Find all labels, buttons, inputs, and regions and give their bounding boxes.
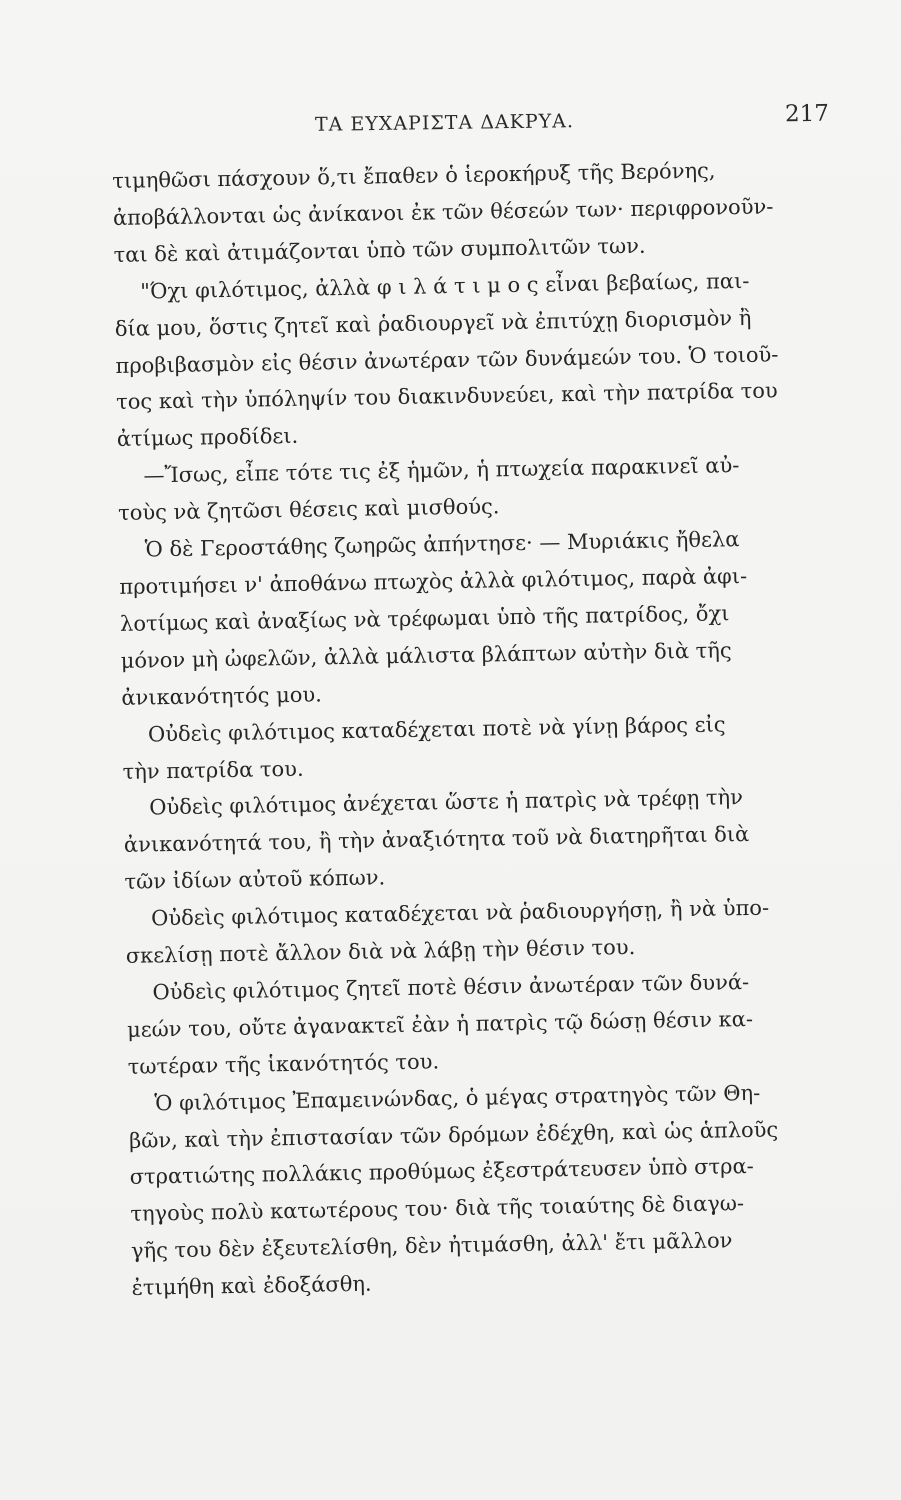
text-line: μόνον μὴ ὠφελῶν, ἀλλὰ μάλιστα βλάπτων αὐτὴν διὰ τῆς — [120, 638, 732, 673]
running-head: ΤΑ ΕΥΧΑΡΙΣΤΑ ΔΑΚΡΥΑ. — [314, 110, 575, 136]
paragraph-start-line: Ὁ φιλότιμος Ἐπαμεινώνδας, ὁ μέγας στρατηγὸς τῶν Θη- — [154, 1080, 761, 1116]
text-line: προτιμήσει ν' ἀποθάνω πτωχὸς ἀλλὰ φιλότιμος, παρὰ ἀφι- — [119, 563, 748, 599]
text-line: στρατιώτης πολλάκις προθύμως ἐξεστράτευσεν ὑπὸ στρα- — [129, 1154, 754, 1190]
text-line: τῶν ἰδίων αὐτοῦ κόπων. — [124, 865, 386, 895]
text-line: βῶν, καὶ τὴν ἐπιστασίαν τῶν δρόμων ἐδέχθη, καὶ ὡς ἁπλοῦς — [128, 1117, 779, 1153]
text-line: γῆς του δὲν ἐξευτελίσθη, δὲν ἠτιμάσθη, ἀλλ' ἔτι μᾶλλον — [130, 1228, 733, 1264]
text-line: ται δὲ καὶ ἀτιμάζονται ὑπὸ τῶν συμπολιτῶν των. — [113, 233, 646, 267]
text-line: δία μου, ὅστις ζητεῖ καὶ ῥαδιουργεῖ νὰ ἐπιτύχῃ διορισμὸν ἢ — [114, 305, 752, 341]
text-line: τος καὶ τὴν ὑπόληψίν του διακινδυνεύει, καὶ τὴν πατρίδα του — [115, 378, 778, 415]
paragraph-start-line: Ὁ δὲ Γεροστάθης ζωηρῶς ἀπήντησε· — Μυριάκις ἤθελα — [144, 527, 740, 562]
paragraph-start-line: Οὐδεὶς φιλότιμος ἀνέχεται ὥστε ἡ πατρὶς νὰ τρέφῃ τὴν — [149, 785, 744, 820]
paragraph-start-line: Οὐδεὶς φιλότιμος καταδέχεται νὰ ῥαδιουργήσῃ, ἢ νὰ ὑπο- — [150, 895, 770, 931]
text-line: ἀποβάλλονται ὡς ἀνίκανοι ἐκ τῶν θέσεών των· περιφρονοῦν- — [112, 194, 774, 230]
paragraph-start-line: —Ἴσως, εἶπε τότε τις ἐξ ἡμῶν, ἡ πτωχεία παρακινεῖ αὐ- — [143, 453, 740, 488]
paragraph-start-line: Οὐδεὶς φιλότιμος ζητεῖ ποτὲ θέσιν ἀνωτέραν τῶν δυνά- — [152, 969, 750, 1005]
text-line: σκελίσῃ ποτὲ ἄλλον διὰ νὰ λάβῃ τὴν θέσιν του. — [125, 935, 636, 968]
text-line: τοὺς νὰ ζητῶσι θέσεις καὶ μισθούς. — [117, 494, 500, 526]
paragraph-start-line: Οὐδεὶς φιλότιμος καταδέχεται ποτὲ νὰ γίνῃ βάρος εἰς — [147, 711, 726, 747]
text-line: ἀτίμως προδίδει. — [116, 424, 299, 452]
text-line: μεών του, οὔτε ἀγανακτεῖ ἐὰν ἡ πατρὶς τῷ δώσῃ θέσιν κα- — [126, 1006, 754, 1042]
paragraph-start-line: "Όχι φιλότιμος, ἀλλὰ φ ι λ ά τ ι μ ο ς εἶναι βεβαίως, παι- — [140, 268, 750, 304]
text-line: ἀνικανότητά του, ἢ τὴν ἀναξιότητα τοῦ νὰ διατηρῆται διὰ — [123, 822, 750, 858]
text-line: λοτίμως καὶ ἀναξίως νὰ τρέφωμαι ὑπὸ τῆς πατρίδος, ὄχι — [119, 601, 730, 636]
text-line: τηγοὺς πολὺ κατωτέρους του· διὰ τῆς τοιαύτης δὲ διαγω- — [130, 1191, 745, 1227]
text-line: τωτέραν τῆς ἱκανότητός του. — [127, 1049, 440, 1079]
page-number: 217 — [784, 100, 830, 128]
text-line: τὴν πατρίδα του. — [122, 756, 304, 784]
text-line: ἀνικανότητός μου. — [121, 682, 323, 710]
text-line: ἐτιμήθη καὶ ἐδοξάσθη. — [131, 1271, 372, 1301]
text-line: προβιβασμὸν εἰς θέσιν ἀνωτέραν τῶν δυνάμεών του. Ὁ τοιοῦ- — [115, 341, 779, 378]
text-line: τιμηθῶσι πάσχουν ὅ,τι ἔπαθεν ὁ ἱεροκήρυξ τῆς Βερόνης, — [112, 158, 716, 193]
body-text — [112, 150, 862, 1307]
